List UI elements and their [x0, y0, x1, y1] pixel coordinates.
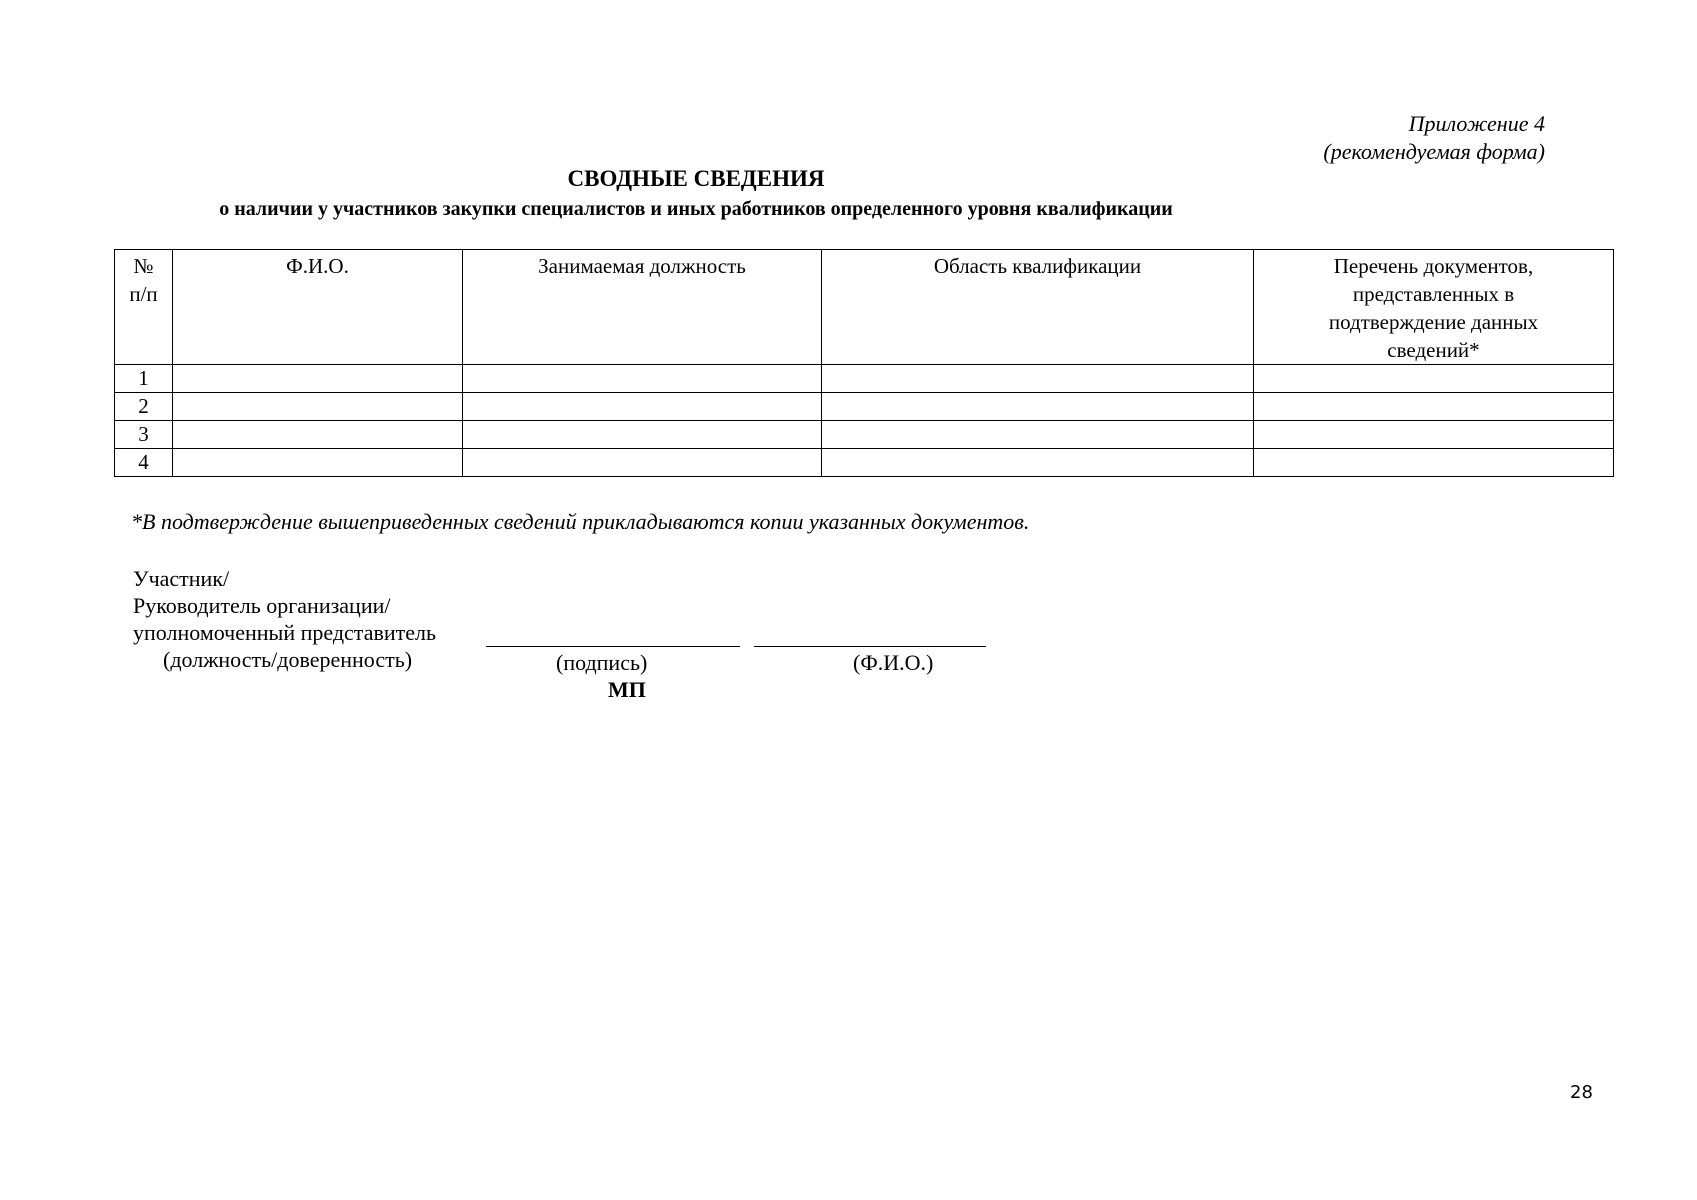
header-num: № п/п: [115, 250, 173, 365]
signature-line[interactable]: [486, 646, 740, 647]
table-row: [115, 449, 1614, 477]
specialists-table: [114, 249, 1614, 477]
cell-qualification[interactable]: [822, 421, 1254, 449]
appendix-number: Приложение 4: [1408, 111, 1545, 136]
cell-fio[interactable]: [173, 365, 463, 393]
appendix-form-type: (рекомендуемая форма): [1323, 139, 1545, 164]
header-position: Занимаемая должность: [463, 250, 822, 365]
signature-caption: (подпись): [556, 650, 648, 675]
table-row: [115, 393, 1614, 421]
cell-documents[interactable]: [1254, 393, 1614, 421]
document-subtitle: о наличии у участников закупки специалистов и иных работников определенного уровня квалификации: [219, 198, 1173, 220]
cell-qualification[interactable]: [822, 393, 1254, 421]
footnote: *В подтверждение вышеприведенных сведений прикладываются копии указанных документов.: [131, 509, 1030, 534]
stamp-label: МП: [608, 677, 646, 702]
fio-line[interactable]: [754, 646, 986, 647]
header-documents: Перечень документов, представленных в подтверждение данных сведений*: [1254, 250, 1614, 365]
signatory-labels: [133, 565, 436, 673]
row-number: 1: [115, 365, 173, 393]
page-number: 28: [1570, 1082, 1593, 1103]
signatory-label-representative: уполномоченный представитель: [133, 620, 437, 645]
header-fio: Ф.И.О.: [173, 250, 463, 365]
cell-documents[interactable]: [1254, 421, 1614, 449]
cell-qualification[interactable]: [822, 449, 1254, 477]
cell-position[interactable]: [463, 393, 822, 421]
cell-position[interactable]: [463, 365, 822, 393]
signatory-label-head: Руководитель организации/: [133, 593, 391, 618]
cell-qualification[interactable]: [822, 365, 1254, 393]
signatory-label-participant: Участник/: [133, 566, 230, 591]
appendix-label: [1323, 110, 1545, 166]
signatory-label-position: (должность/доверенность): [163, 647, 413, 672]
cell-documents[interactable]: [1254, 365, 1614, 393]
header-qualification: Область квалификации: [822, 250, 1254, 365]
cell-position[interactable]: [463, 421, 822, 449]
cell-fio[interactable]: [173, 421, 463, 449]
row-number: 3: [115, 421, 173, 449]
fio-caption: (Ф.И.О.): [853, 650, 934, 675]
table-row: [115, 365, 1614, 393]
row-number: 2: [115, 393, 173, 421]
cell-fio[interactable]: [173, 393, 463, 421]
cell-position[interactable]: [463, 449, 822, 477]
cell-documents[interactable]: [1254, 449, 1614, 477]
table-row: [115, 421, 1614, 449]
table-header-row: [115, 250, 1614, 365]
document-title: СВОДНЫЕ СВЕДЕНИЯ: [567, 166, 825, 191]
row-number: 4: [115, 449, 173, 477]
cell-fio[interactable]: [173, 449, 463, 477]
